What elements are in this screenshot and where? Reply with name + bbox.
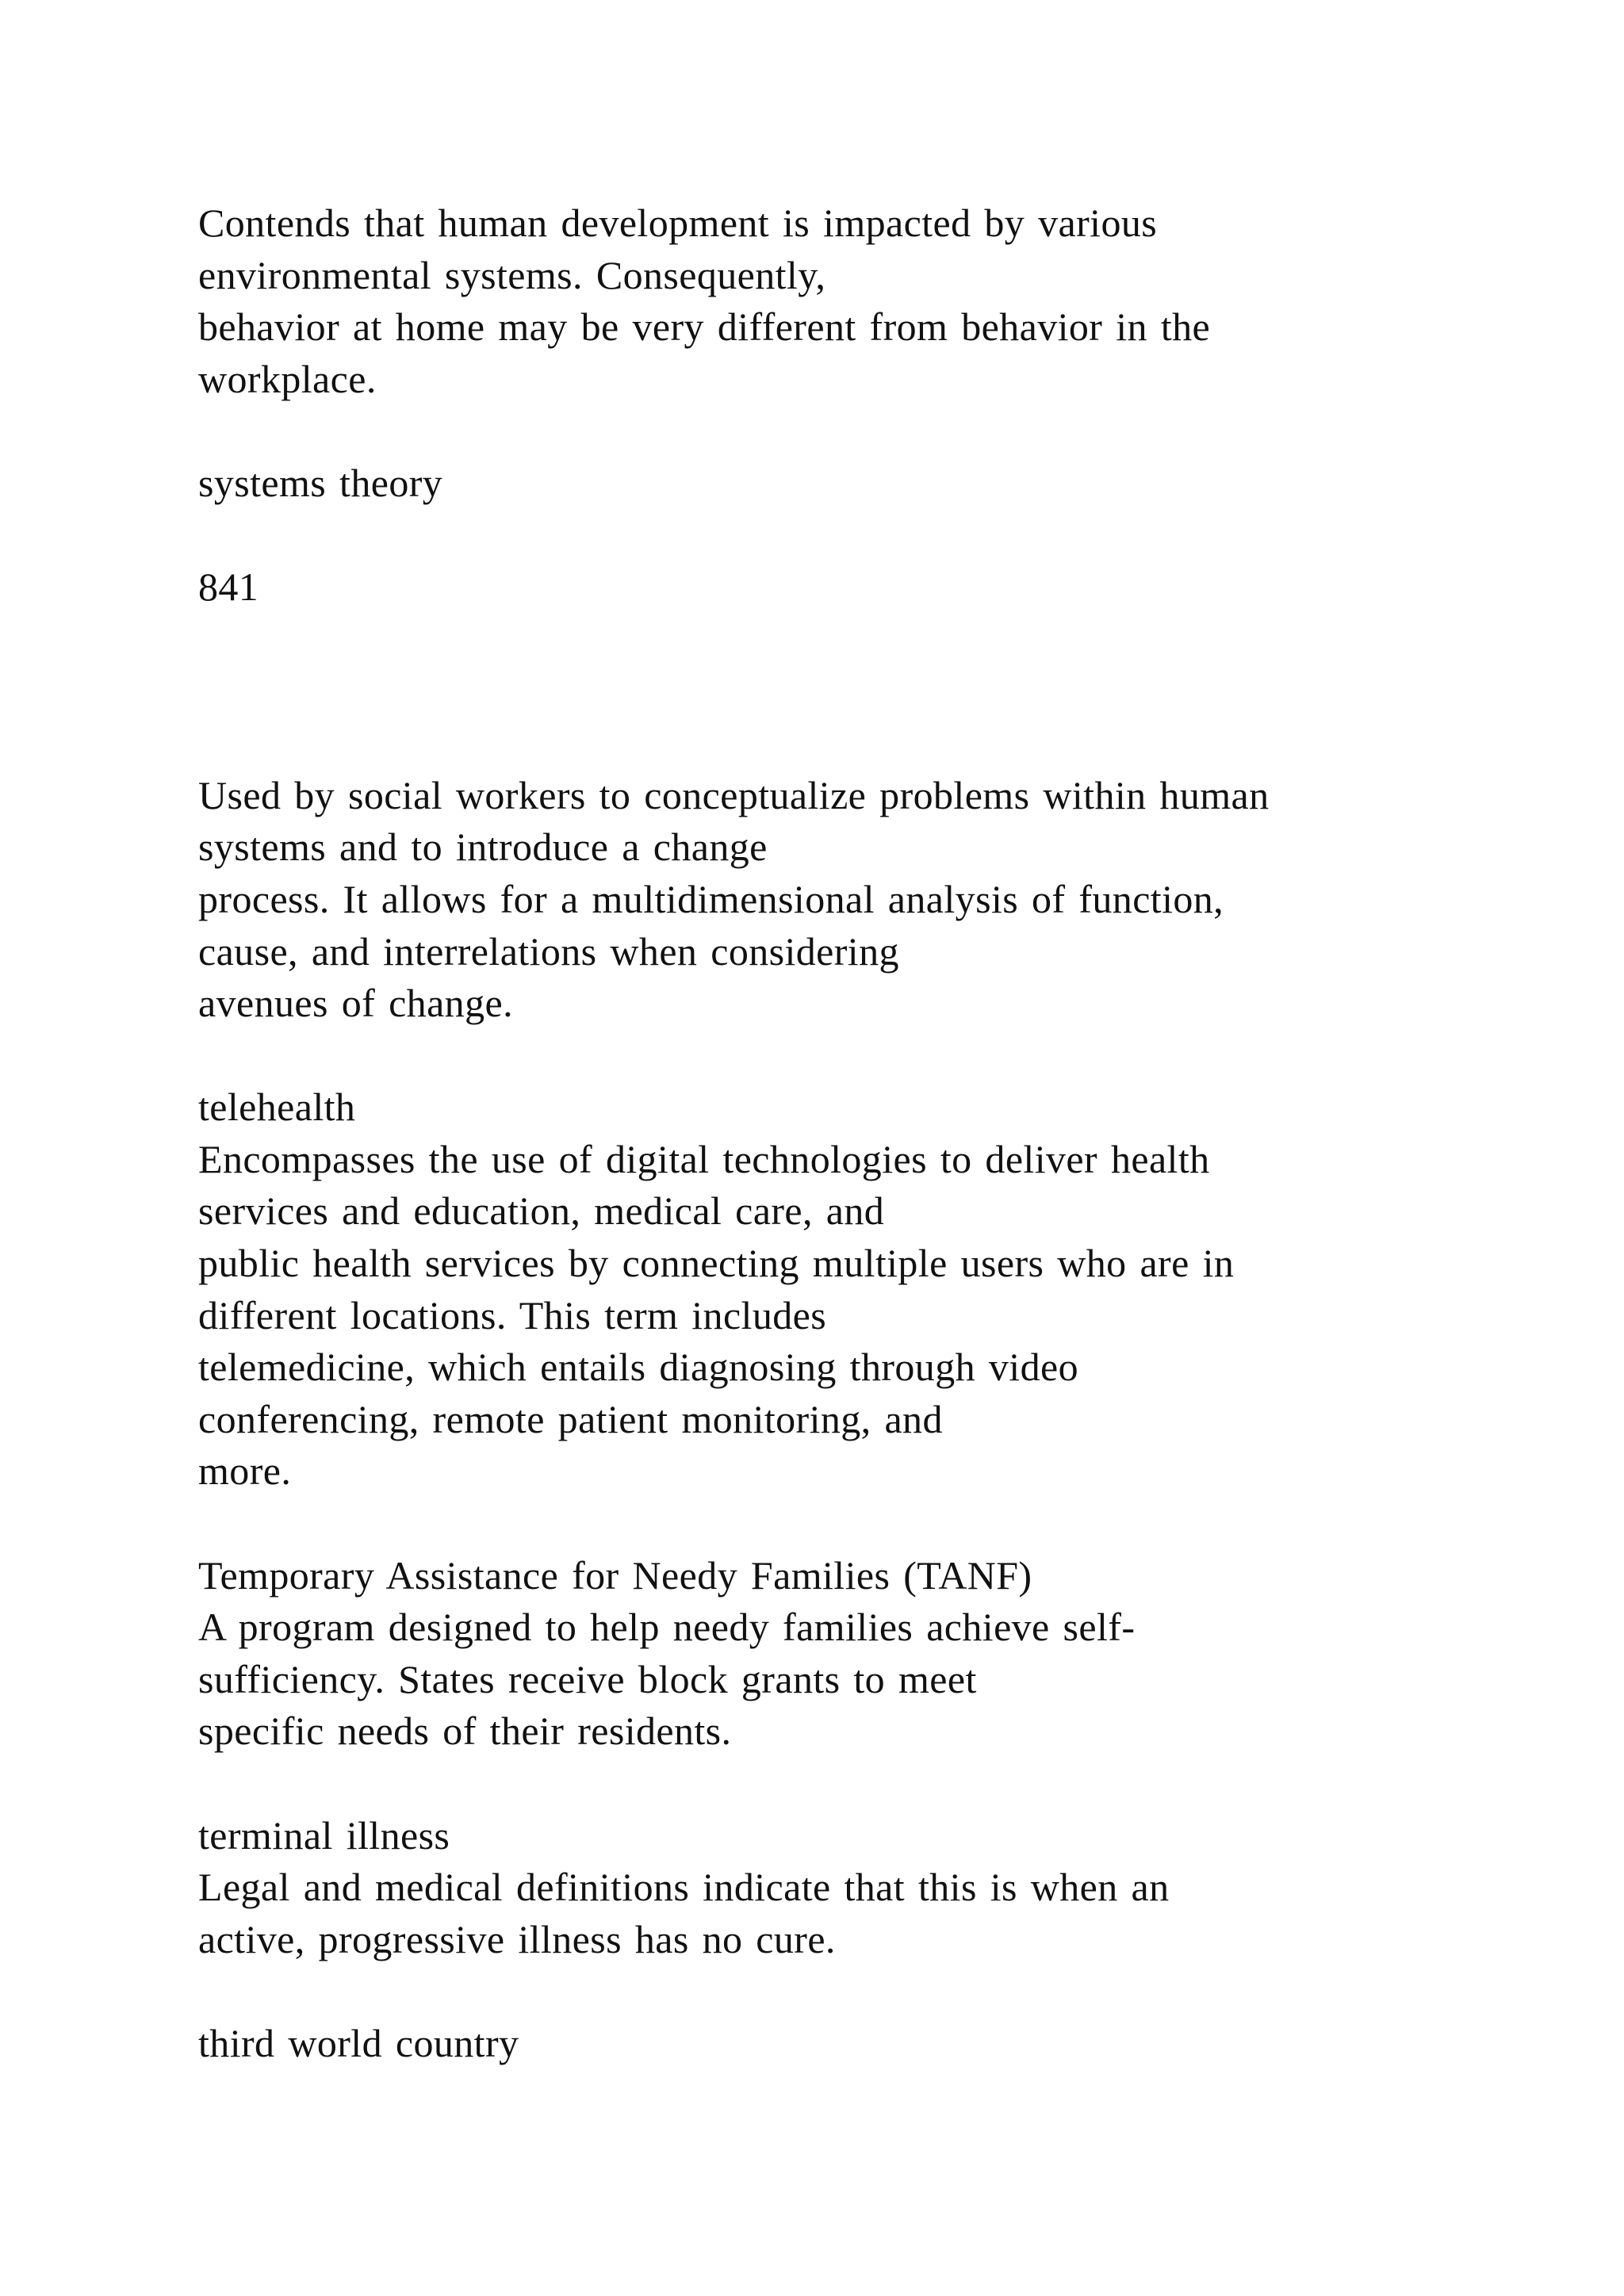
page-number: 841 [198, 564, 259, 609]
text-line: specific needs of their residents. [198, 1709, 732, 1753]
glossary-term: third world country [198, 2021, 519, 2065]
text-line: Contends that human development is impacted by various [198, 201, 1158, 245]
text-line: A program designed to help needy families achieve self- [198, 1605, 1136, 1649]
glossary-term: systems theory [198, 461, 443, 505]
text-line: Legal and medical definitions indicate that this is when an [198, 1865, 1170, 1909]
text-line: Used by social workers to conceptualize problems within human [198, 773, 1270, 817]
text-line: workplace. [198, 357, 377, 401]
glossary-term: terminal illness [198, 1813, 450, 1858]
text-line: public health services by connecting multiple users who are in [198, 1241, 1235, 1285]
text-line: conferencing, remote patient monitoring, and [198, 1397, 943, 1441]
text-line: environmental systems. Consequently, [198, 253, 826, 297]
text-line: sufficiency. States receive block grants to meet [198, 1657, 977, 1701]
text-line: behavior at home may be very different from behavior in the [198, 304, 1211, 349]
text-line: active, progressive illness has no cure. [198, 1917, 836, 1961]
text-line: telemedicine, which entails diagnosing through video [198, 1345, 1078, 1389]
text-line: systems and to introduce a change [198, 825, 768, 869]
text-line: Encompasses the use of digital technologies to deliver health [198, 1137, 1210, 1181]
text-line: cause, and interrelations when considering [198, 929, 899, 974]
glossary-term: Temporary Assistance for Needy Families (TANF) [198, 1553, 1032, 1598]
text-line: process. It allows for a multidimensional analysis of function, [198, 877, 1224, 921]
text-line: services and education, medical care, and [198, 1188, 885, 1233]
text-line: more. [198, 1448, 292, 1493]
glossary-term: telehealth [198, 1085, 356, 1129]
text-line: avenues of change. [198, 981, 513, 1025]
text-line: different locations. This term includes [198, 1293, 827, 1337]
